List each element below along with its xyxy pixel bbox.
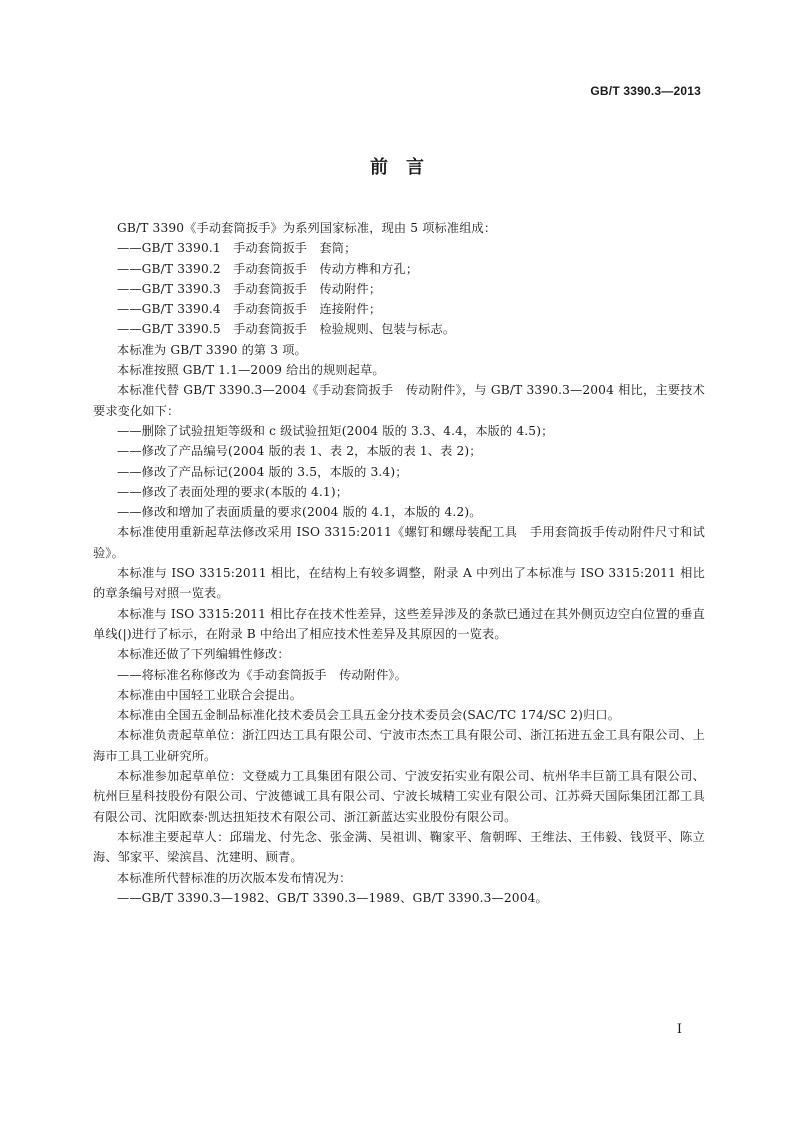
list-item-change-3: ——修改了产品标记(2004 版的 3.5，本版的 3.4)； [117, 464, 408, 479]
list-item-part-1: ——GB/T 3390.1 手动套筒扳手 套筒； [117, 241, 357, 256]
list-item-part-3: ——GB/T 3390.3 手动套筒扳手 传动附件； [117, 281, 382, 296]
paragraph-iso-adoption: 本标准使用重新起草法修改采用 ISO 3315:2011《螺钉和螺母装配工具 手用套筒扳手传动附件尺寸和试验》。 [93, 525, 705, 560]
paragraph-drafting-rules: 本标准按照 GB/T 1.1—2009 给出的规则起草。 [117, 363, 385, 378]
paragraph-previous-editions: 本标准所代替标准的历次版本发布情况为： [117, 870, 352, 885]
paragraph-main-drafters: 本标准主要起草人：邱瑞龙、付先念、张金满、吴祖训、鞠家平、詹朝晖、王维法、王伟毅、钱贤平、陈立海、邹家平、梁滨昌、沈建明、顾青。 [93, 829, 705, 865]
list-item-part-2: ——GB/T 3390.2 手动套筒扳手 传动方榫和方孔； [117, 261, 419, 276]
list-item-change-4: ——修改了表面处理的要求(本版的 4.1)； [117, 484, 349, 499]
paragraph-replaces: 本标准代替 GB/T 3390.3—2004《手动套筒扳手 传动附件》，与 GB/T 3390.3—2004 相比，主要技术要求变化如下： [93, 383, 705, 418]
list-item-edition-history: ——GB/T 3390.3—1982、GB/T 3390.3—1989、GB/T 3390.3—2004。 [117, 890, 548, 905]
standard-number: GB/T 3390.3—2013 [590, 84, 701, 98]
foreword-body [93, 218, 705, 908]
paragraph-editorial-changes: 本标准还做了下列编辑性修改： [117, 647, 290, 662]
page-number: I [676, 1022, 682, 1037]
paragraph-technical-differences: 本标准与 ISO 3315:2011 相比存在技术性差异，这些差异涉及的条款已通过在其外侧页边空白位置的垂直单线(|)进行了标示，在附录 B 中给出了相应技术性差异及其原因的一览表。 [93, 606, 705, 641]
list-item-editorial-1: ——将标准名称修改为《手动套筒扳手 传动附件》。 [117, 667, 407, 682]
paragraph-drafting-units: 本标准负责起草单位：浙江四达工具有限公司、宁波市杰杰工具有限公司、浙江拓进五金工具有限公司、上海市工具工业研究所。 [93, 728, 705, 763]
paragraph-participating-units: 本标准参加起草单位：文登威力工具集团有限公司、宁波安拓实业有限公司、杭州华丰巨箭工具有限公司、杭州巨星科技股份有限公司、宁波德诚工具有限公司、宁波长城精工实业有限公司、江苏舜天国际集团江都工具有限公司、沈阳欧泰·凯达扭矩技术有限公司、浙江新蓝达实业股份有限公司。 [93, 769, 705, 824]
paragraph-under-jurisdiction: 本标准由全国五金制品标准化技术委员会工具五金分技术委员会(SAC/TC 174/SC 2)归口。 [117, 708, 621, 723]
paragraph-proposed-by: 本标准由中国轻工业联合会提出。 [117, 687, 303, 702]
list-item-change-1: ——删除了试验扭矩等级和 c 级试验扭矩(2004 版的 3.3、4.4，本版的 4.5)； [117, 423, 554, 438]
page-title: 前 言 [370, 157, 424, 178]
list-item-change-2: ——修改了产品编号(2004 版的表 1、表 2，本版的表 1、表 2)； [117, 444, 482, 459]
paragraph-structure-changes: 本标准与 ISO 3315:2011 相比，在结构上有较多调整，附录 A 中列出了本标准与 ISO 3315:2011 相比的章条编号对照一览表。 [93, 566, 705, 601]
list-item-part-5: ——GB/T 3390.5 手动套筒扳手 检验规则、包装与标志。 [117, 322, 456, 337]
list-item-change-5: ——修改和增加了表面质量的要求(2004 版的 4.1，本版的 4.2)。 [117, 505, 482, 520]
list-item-part-4: ——GB/T 3390.4 手动套筒扳手 连接附件； [117, 302, 382, 317]
paragraph-part-note: 本标准为 GB/T 3390 的第 3 项。 [117, 342, 307, 357]
paragraph-intro: GB/T 3390《手动套筒扳手》为系列国家标准，现由 5 项标准组成： [117, 221, 497, 235]
